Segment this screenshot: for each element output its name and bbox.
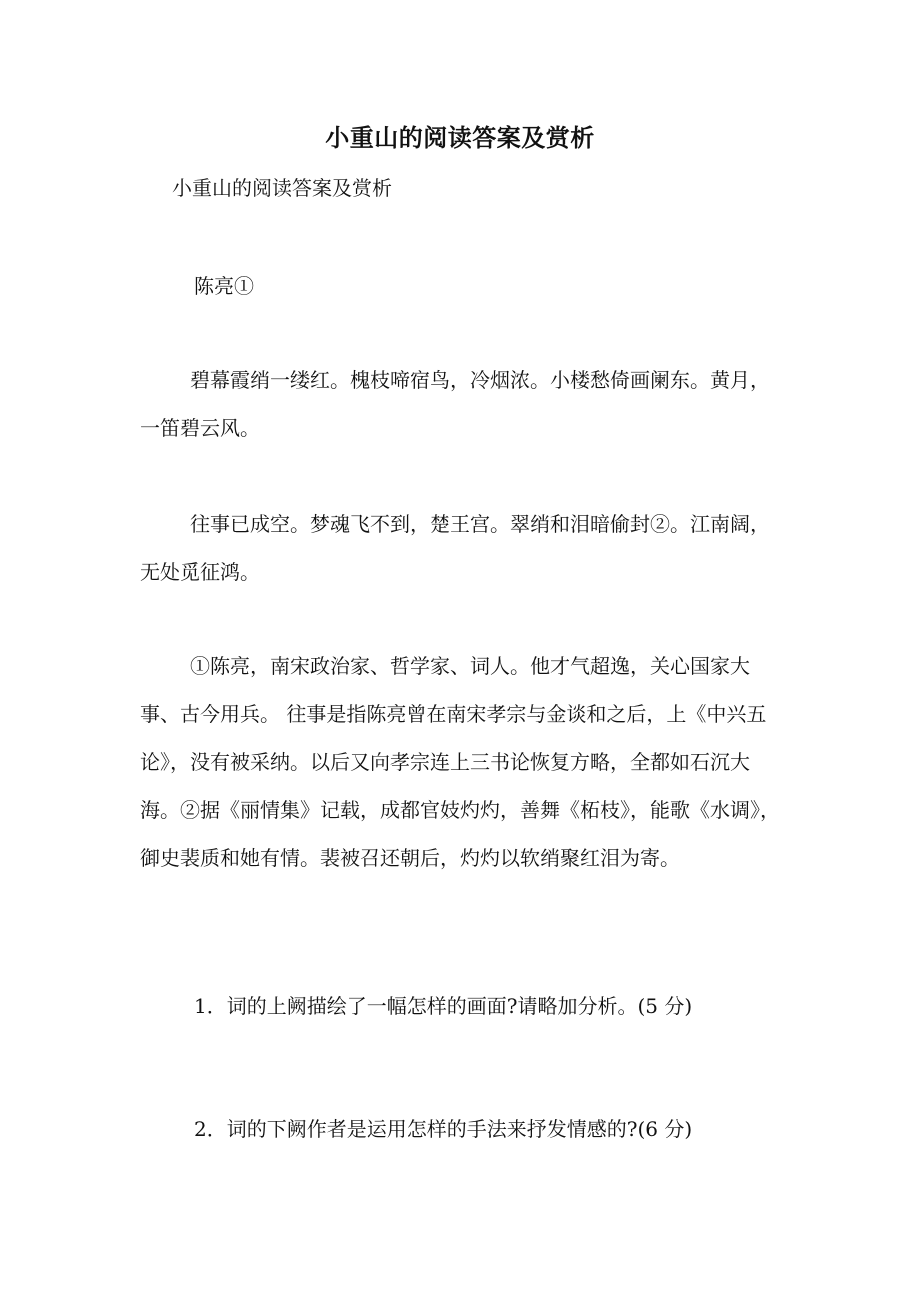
poem-stanza-lower: 往事已成空。梦魂飞不到，楚王宫。翠绡和泪暗偷封②。江南阔，无处觅征鸿。 <box>140 512 770 584</box>
poem-stanza-upper: 碧幕霞绡一缕红。槐枝啼宿鸟，冷烟浓。小楼愁倚画阑东。黄月，一笛碧云风。 <box>140 368 770 440</box>
author-line: 陈亮① <box>194 274 254 298</box>
page-title: 小重山的阅读答案及赏析 <box>325 123 595 152</box>
subtitle: 小重山的阅读答案及赏析 <box>172 176 392 200</box>
question-1: 1．词的上阙描绘了一幅怎样的画面?请略加分析。(5 分) <box>194 994 693 1018</box>
annotation-notes: ①陈亮，南宋政治家、哲学家、词人。他才气超逸，关心国家大事、古今用兵。 往事是指陈亮曾在南宋孝宗与金谈和之后，上《中兴五论》，没有被采纳。以后又向孝宗连上三书论恢复方略，全都如石沉大海。②据《丽情集》记载，成都官妓灼灼，善舞《柘枝》，能歌《水调》，御史裴质和她有情。裴被召还朝后，灼灼以软绡聚红泪为寄。 <box>140 654 780 870</box>
question-2: 2．词的下阙作者是运用怎样的手法来抒发情感的?(6 分) <box>194 1117 693 1141</box>
